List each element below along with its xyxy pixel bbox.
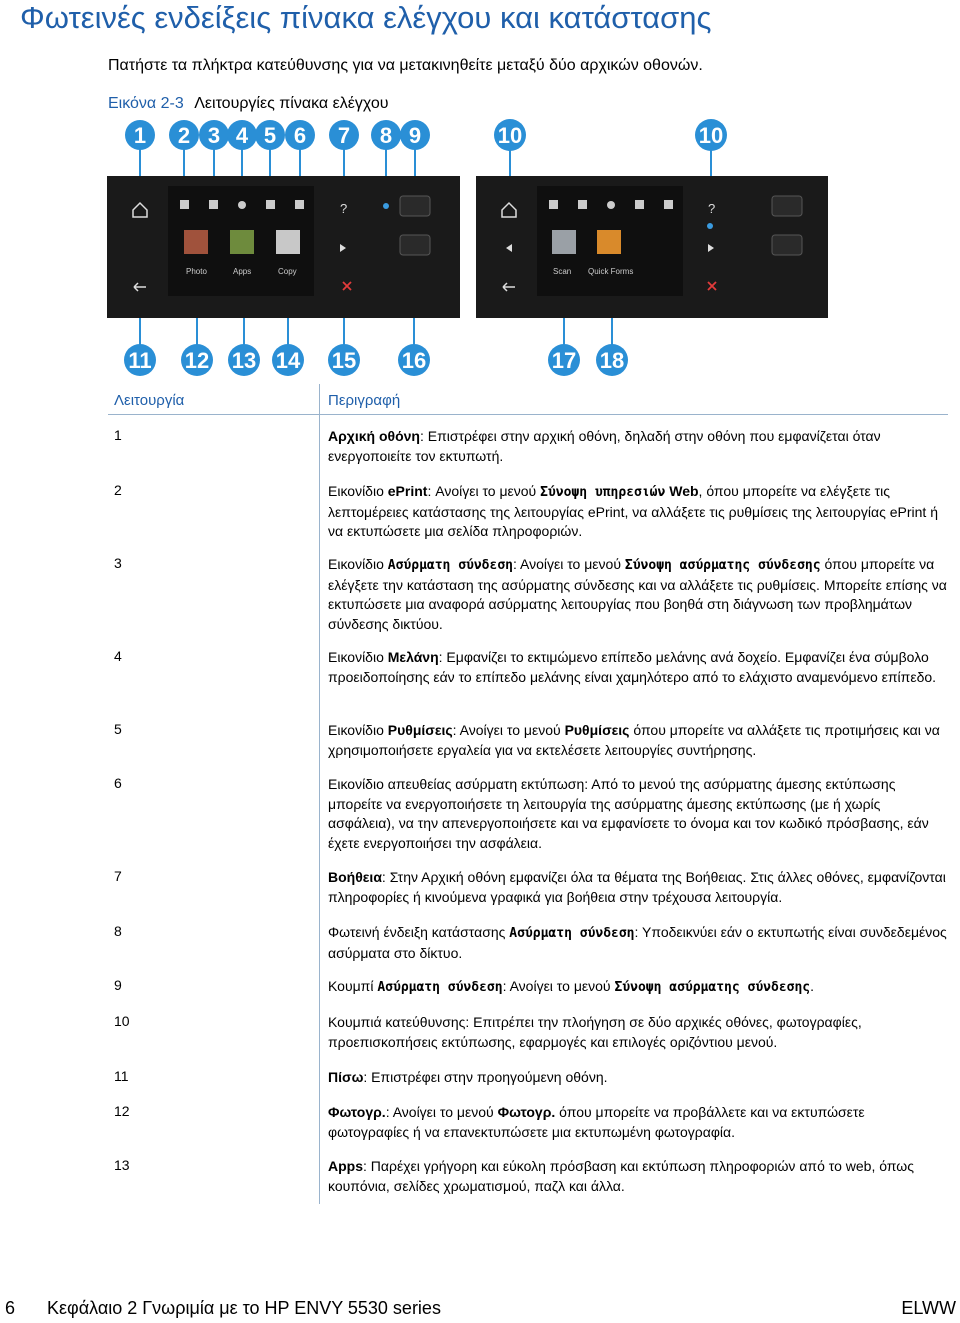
callout-8: [371, 120, 401, 150]
svg-text:9: 9: [408, 123, 422, 148]
svg-text:18: 18: [599, 348, 625, 373]
row-description: [328, 977, 948, 998]
description-text: Εικονίδιο: [328, 722, 388, 738]
emphasized-term: Ρυθμίσεις: [564, 722, 630, 738]
description-text: Κουμπί: [328, 978, 378, 994]
intro-text: Πατήστε τα πλήκτρα κατεύθυνσης για να μετακινηθείτε μεταξύ δύο αρχικών οθονών.: [108, 57, 703, 74]
description-text: Εικονίδιο απευθείας ασύρματη εκτύπωση: Από το μενού της ασύρματης άμεσης εκτύπωσης μπορείτε να ενεργοποιήσετε τη λειτουργία της ασύρματης άμεσης εκτύπωσης (με ή χωρίς ασφάλεια), να την απενεργοποιήσετε και να εμφανίσετε το όνομα και τον κωδικό πρόσβασης, εάν έχετε ενεργοποιήσει την ασφάλεια.: [328, 776, 929, 851]
column-header-function: Λειτουργία: [114, 392, 185, 409]
quick-forms-label: Quick Forms: [588, 267, 634, 276]
emphasized-term: Web: [665, 483, 699, 499]
svg-text:10: 10: [497, 123, 523, 148]
row-description: [328, 1157, 948, 1196]
callout-16: [398, 344, 430, 376]
callout-5: [255, 120, 285, 150]
description-text: : Επιστρέφει στην προηγούμενη οθόνη.: [363, 1069, 608, 1085]
apps-label: Apps: [233, 267, 252, 276]
wireless-icon[interactable]: [209, 200, 218, 209]
svg-text:1: 1: [133, 123, 147, 148]
emphasized-term: Σύνοψη υπηρεσιών: [540, 485, 666, 500]
emphasized-term: Ρυθμίσεις: [387, 722, 453, 738]
description-text: Εικονίδιο: [328, 556, 388, 572]
description-text: Εικονίδιο: [328, 649, 388, 665]
emphasized-term: ePrint: [387, 483, 428, 499]
emphasized-term: Μελάνη: [387, 649, 439, 665]
row-description: [328, 1013, 948, 1052]
description-text: : Ανοίγει το μενού: [452, 722, 565, 738]
callout-4: [227, 120, 257, 150]
wireless-icon[interactable]: [578, 200, 587, 209]
row-description: [328, 868, 948, 907]
emphasized-term: Ασύρματη σύνδεση: [387, 558, 513, 573]
svg-text:6: 6: [293, 123, 307, 148]
copy-label: Copy: [278, 267, 297, 276]
emphasized-term: Αρχική οθόνη: [328, 428, 420, 444]
description-text: : Υποδεικνύει εάν ο εκτυπωτής είναι συνδεδεμένος ασύρματα στο δίκτυο.: [328, 924, 947, 961]
description-text: : Στην Αρχική οθόνη εμφανίζει όλα τα θέματα της Βοήθειας. Στις άλλες οθόνες, εμφανίζονται πληροφορίες ή κινούμενα γραφικά για βοήθεια στην τρέχουσα λειτουργία.: [328, 869, 946, 905]
svg-text:8: 8: [379, 123, 393, 148]
svg-text:2: 2: [177, 123, 191, 148]
photo-tile[interactable]: [184, 230, 208, 254]
panel-left: [107, 176, 460, 318]
svg-text:13: 13: [231, 348, 257, 373]
description-text: : Ανοίγει το μενού: [502, 978, 615, 994]
help-icon[interactable]: ?: [340, 201, 348, 216]
description-text: Κουμπιά κατεύθυνσης: Επιτρέπει την πλοήγηση σε δύο αρχικές οθόνες, φωτογραφίες, προεπισκοπήσεις εκτύπωσης, εφαρμογές και επιλογές οριζόντιου μενού.: [328, 1014, 862, 1050]
callout-7: [329, 120, 359, 150]
wireless-button[interactable]: [400, 196, 430, 216]
wireless-status-light: [383, 203, 389, 209]
control-panel-figure: [0, 110, 960, 380]
photo-label: Photo: [186, 267, 207, 276]
row-description: [328, 923, 948, 963]
row-number: 12: [114, 1103, 130, 1119]
svg-text:16: 16: [401, 348, 427, 373]
svg-text:5: 5: [263, 123, 277, 148]
row-number: 4: [114, 648, 122, 664]
callout-14: [272, 344, 304, 376]
scan-tile[interactable]: [552, 230, 576, 254]
callout-11: [124, 344, 156, 376]
row-description: [328, 1068, 948, 1088]
callout-18: [596, 344, 628, 376]
row-number: 3: [114, 555, 122, 571]
row-number: 5: [114, 721, 122, 737]
row-description: [328, 427, 948, 466]
row-number: 13: [114, 1157, 130, 1173]
emphasized-term: Πίσω: [328, 1069, 364, 1085]
eprint-button[interactable]: [400, 235, 430, 255]
figure-caption-text: Λειτουργίες πίνακα ελέγχου: [194, 95, 389, 112]
ink-icon[interactable]: [607, 201, 615, 209]
settings-icon[interactable]: [266, 200, 275, 209]
callout-13: [228, 344, 260, 376]
panel-right: [476, 176, 828, 318]
row-number: 7: [114, 868, 122, 884]
svg-text:10: 10: [698, 123, 724, 148]
row-number: 9: [114, 977, 122, 993]
quick-forms-tile[interactable]: [597, 230, 621, 254]
callout-2: [169, 120, 199, 150]
row-description: [328, 775, 948, 853]
callout-15: [328, 344, 360, 376]
callout-12: [181, 344, 213, 376]
eprint-icon[interactable]: [549, 200, 558, 209]
emphasized-term: Βοήθεια: [328, 869, 382, 885]
page-number: 6: [5, 1298, 16, 1318]
row-number: 6: [114, 775, 122, 791]
wireless-direct-icon[interactable]: [664, 200, 673, 209]
row-number: 11: [114, 1068, 129, 1084]
emphasized-term: Ασύρματη σύνδεση: [509, 926, 635, 941]
emphasized-term: Σύνοψη ασύρματης σύνδεσης: [624, 558, 821, 573]
row-description: [328, 1103, 948, 1142]
description-text: : Παρέχει γρήγορη και εύκολη πρόσβαση και εκτύπωση πληροφοριών από το web, όπως κουπόνια, σελίδες χρωματισμού, παζλ και άλλα.: [328, 1158, 914, 1194]
figure-caption-label: Εικόνα 2-3: [108, 95, 184, 112]
wireless-button[interactable]: [772, 196, 802, 216]
apps-tile[interactable]: [230, 230, 254, 254]
svg-text:17: 17: [551, 348, 577, 373]
svg-text:7: 7: [337, 123, 351, 148]
header-divider: [108, 414, 948, 415]
row-description: [328, 555, 948, 634]
svg-text:12: 12: [184, 348, 210, 373]
description-text: όπου μπορείτε να ελέγξετε την κατάσταση της ασύρματης σύνδεσης και να αλλάξετε τις ρυθμίσεις. Μπορείτε επίσης να εκτυπώσετε μια αναφορά ασύρματης λειτουργίας που βοηθά στη διάγνωση των προβλημάτων σύνδεσης δικτύου.: [328, 556, 947, 632]
column-divider: [319, 384, 320, 1204]
wireless-direct-icon[interactable]: [295, 200, 304, 209]
description-text: , όπου μπορείτε να ελέγξετε τις λεπτομέρειες κατάστασης της λειτουργίας ePrint, να αλλάξετε τις ρυθμίσεις της λειτουργίας ePrint ή να εκτυπώσετε μια σελίδα πληροφοριών.: [328, 483, 938, 539]
description-text: : Επιστρέφει στην αρχική οθόνη, δηλαδή στην οθόνη που εμφανίζεται όταν ενεργοποιείτε τον εκτυπωτή.: [328, 428, 881, 464]
settings-icon[interactable]: [635, 200, 644, 209]
column-header-description: Περιγραφή: [328, 392, 401, 409]
row-description: [328, 648, 948, 687]
row-number: 10: [114, 1013, 130, 1029]
description-text: όπου μπορείτε να αλλάξετε τις προτιμήσεις και να χρησιμοποιήσετε εργαλεία για να εκτελέσετε λειτουργίες συντήρησης.: [328, 722, 940, 758]
description-text: : Εμφανίζει το εκτιμώμενο επίπεδο μελάνης ανά δοχείο. Εμφανίζει ένα σύμβολο προειδοποίησης εάν το επίπεδο μελάνης είναι χαμηλότερο από το ελάχιστο αναμενόμενο επίπεδο.: [328, 649, 937, 685]
description-text: Εικονίδιο: [328, 483, 388, 499]
description-text: : Ανοίγει το μενού: [427, 483, 541, 499]
copy-tile[interactable]: [276, 230, 300, 254]
svg-text:11: 11: [128, 348, 152, 373]
description-text: .: [810, 978, 815, 994]
page-title: Φωτεινές ενδείξεις πίνακα ελέγχου και κατάστασης: [20, 0, 712, 35]
wireless-status-light: [707, 223, 713, 229]
row-number: 2: [114, 482, 122, 498]
svg-text:15: 15: [331, 348, 357, 373]
callout-1: [125, 120, 155, 150]
description-text: : Ανοίγει το μενού: [385, 1104, 498, 1120]
callout-10b: [695, 119, 727, 151]
callout-10a: [494, 119, 526, 151]
emphasized-term: Apps: [328, 1158, 363, 1174]
description-text: Φωτεινή ένδειξη κατάστασης: [328, 924, 510, 940]
ink-icon[interactable]: [238, 201, 246, 209]
eprint-icon[interactable]: [180, 200, 189, 209]
emphasized-term: Ασύρματη σύνδεση: [377, 980, 503, 995]
row-description: [328, 721, 948, 760]
description-text: όπου μπορείτε να προβάλλετε και να εκτυπώσετε φωτογραφίες ή να επανεκτυπώσετε μια εκτυπωμένη φωτογραφία.: [328, 1104, 865, 1140]
description-text: : Ανοίγει το μενού: [513, 556, 625, 572]
eprint-button[interactable]: [772, 235, 802, 255]
help-icon[interactable]: ?: [708, 201, 716, 216]
document-code: ELWW: [901, 1298, 956, 1318]
callout-3: [199, 120, 229, 150]
callout-6: [285, 120, 315, 150]
emphasized-term: Φωτογρ.: [328, 1104, 386, 1120]
emphasized-term: Φωτογρ.: [497, 1104, 556, 1120]
row-number: 8: [114, 923, 122, 939]
svg-text:14: 14: [275, 348, 301, 373]
row-number: 1: [114, 427, 122, 443]
scan-label: Scan: [553, 267, 572, 276]
row-description: [328, 482, 948, 542]
callout-9: [400, 120, 430, 150]
svg-text:3: 3: [207, 123, 221, 148]
emphasized-term: Σύνοψη ασύρματης σύνδεσης: [614, 980, 811, 995]
callout-17: [548, 344, 580, 376]
svg-text:4: 4: [235, 123, 249, 148]
chapter-footer: Κεφάλαιο 2 Γνωριμία με το HP ENVY 5530 series: [47, 1298, 441, 1318]
